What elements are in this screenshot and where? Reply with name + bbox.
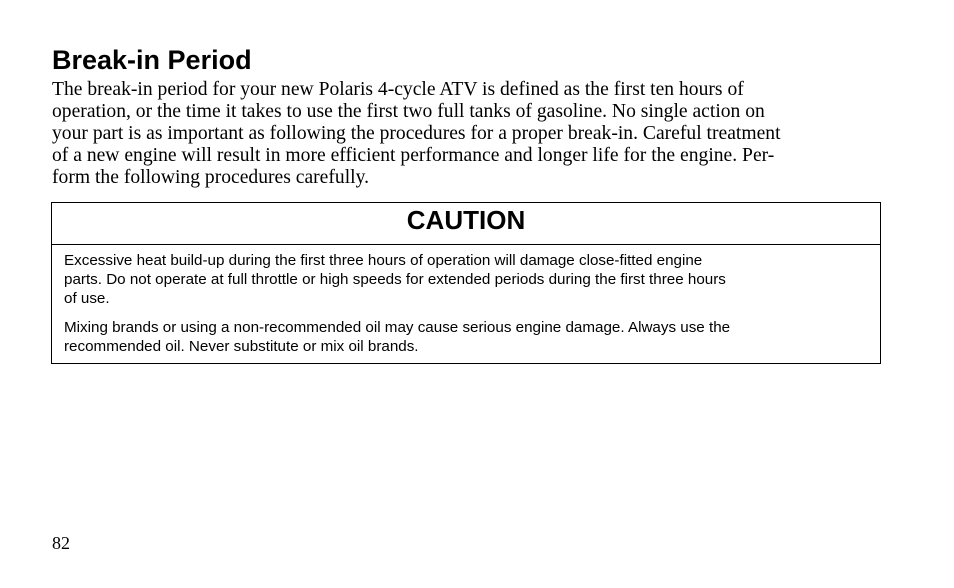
intro-line: of a new engine will result in more efficient performance and longer life for the engine. Per- [52, 145, 775, 166]
caution-paragraph-heat [64, 251, 868, 308]
caution-line: Excessive heat build-up during the first three hours of operation will damage close-fitted engine [64, 252, 703, 269]
caution-body [52, 245, 880, 356]
caution-line: recommended oil. Never substitute or mix oil brands. [64, 338, 419, 355]
caution-heading: CAUTION [52, 203, 880, 245]
page-number: 82 [52, 533, 70, 553]
caution-box [51, 202, 881, 364]
caution-paragraph-oil [64, 318, 868, 356]
caution-line: Mixing brands or using a non-recommended oil may cause serious engine damage. Always use the [64, 319, 731, 336]
intro-line: your part is as important as following the procedures for a proper break-in. Careful treatment [52, 123, 781, 144]
intro-paragraph [52, 79, 892, 189]
intro-line: form the following procedures carefully. [52, 167, 370, 188]
intro-line: operation, or the time it takes to use the first two full tanks of gasoline. No single action on [52, 101, 765, 122]
caution-line: parts. Do not operate at full throttle or high speeds for extended periods during the first three hours [64, 271, 726, 288]
page-title: Break-in Period [52, 45, 252, 75]
caution-line: of use. [64, 290, 110, 307]
intro-line: The break-in period for your new Polaris 4-cycle ATV is defined as the first ten hours of [52, 79, 744, 100]
